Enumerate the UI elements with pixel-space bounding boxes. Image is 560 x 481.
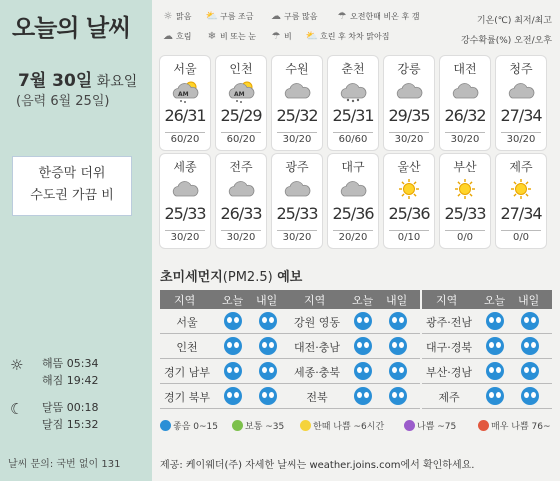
city-rain-prob: 30/20 bbox=[501, 132, 541, 145]
rain-icon bbox=[338, 79, 368, 103]
dust-row bbox=[290, 309, 420, 334]
moon-icon: ☾ bbox=[10, 400, 24, 418]
sidebar bbox=[0, 0, 152, 481]
good-face-icon bbox=[389, 362, 407, 380]
city-name: 부산 bbox=[453, 160, 477, 174]
city-rain-prob: 30/20 bbox=[445, 132, 485, 145]
city-card bbox=[216, 154, 266, 248]
cloud-icon bbox=[450, 79, 480, 103]
good-face-icon bbox=[354, 362, 372, 380]
dust-legend-item bbox=[404, 419, 456, 432]
city-temp: 26/33 bbox=[220, 204, 262, 223]
city-name: 인천 bbox=[229, 62, 253, 76]
today-header: 오늘 bbox=[352, 294, 374, 307]
city-temp: 29/35 bbox=[388, 106, 430, 125]
rain-unit: 강수확률(%) 오전/오후 bbox=[460, 36, 552, 46]
moonrise-label: 달뜸 bbox=[42, 401, 64, 414]
dust-table-header bbox=[422, 290, 552, 309]
city-name: 서울 bbox=[173, 62, 197, 76]
city-temp: 25/36 bbox=[332, 204, 374, 223]
region-name: 강원 영동 bbox=[293, 316, 340, 329]
city-card bbox=[328, 56, 378, 150]
inquiry-text: 날씨 문의: 국번 없이 131 bbox=[8, 459, 121, 470]
dust-row bbox=[160, 359, 290, 384]
dust-row bbox=[160, 384, 290, 409]
city-name: 춘천 bbox=[341, 62, 365, 76]
dust-legend-label: 좋음 0~15 bbox=[173, 422, 218, 432]
dust-table bbox=[290, 290, 420, 409]
svg-text:AM: AM bbox=[178, 91, 189, 98]
good-face-icon bbox=[259, 387, 277, 405]
good-face-icon bbox=[521, 362, 539, 380]
date: 7월 30일 bbox=[18, 71, 93, 91]
tomorrow-header: 내일 bbox=[386, 294, 408, 307]
level-face-icon bbox=[232, 420, 243, 431]
today-header: 오늘 bbox=[484, 294, 506, 307]
city-card bbox=[440, 56, 490, 150]
good-face-icon bbox=[521, 337, 539, 355]
level-face-icon bbox=[478, 420, 489, 431]
dust-legend bbox=[160, 417, 555, 435]
cloud-icon bbox=[282, 177, 312, 201]
dust-table-header bbox=[290, 290, 420, 309]
city-card bbox=[384, 154, 434, 248]
dust-legend-label: 한때 나쁨 ~6시간 bbox=[313, 422, 385, 432]
dust-table-header bbox=[160, 290, 290, 309]
good-face-icon bbox=[354, 387, 372, 405]
good-face-icon bbox=[224, 337, 242, 355]
city-temp: 25/36 bbox=[388, 204, 430, 223]
city-temp: 26/32 bbox=[444, 106, 486, 125]
city-temp: 25/33 bbox=[276, 204, 318, 223]
dust-legend-item bbox=[232, 419, 284, 432]
headline-box bbox=[12, 156, 132, 216]
cloud-icon bbox=[170, 177, 200, 201]
legend-item: ❄ 비 또는 눈 bbox=[204, 31, 256, 42]
city-rain-prob: 30/20 bbox=[389, 132, 429, 145]
city-rain-prob: 30/20 bbox=[277, 230, 317, 243]
dust-row bbox=[422, 384, 552, 409]
city-name: 제주 bbox=[509, 160, 533, 174]
dust-legend-label: 나쁨 ~75 bbox=[417, 422, 457, 432]
city-name: 울산 bbox=[397, 160, 421, 174]
city-rain-prob: 20/20 bbox=[333, 230, 373, 243]
region-name: 전북 bbox=[306, 391, 328, 404]
good-face-icon bbox=[354, 337, 372, 355]
legend-item: ☁ 구름 많음 bbox=[268, 11, 317, 22]
level-face-icon bbox=[160, 420, 171, 431]
region-name: 경기 남부 bbox=[163, 366, 210, 379]
dust-table bbox=[422, 290, 552, 409]
date-line bbox=[18, 66, 137, 91]
legend-item: ☁ 흐림 bbox=[160, 31, 191, 42]
good-face-icon bbox=[389, 312, 407, 330]
lunar-date: (음력 6월 25일) bbox=[16, 94, 110, 109]
source-text: 제공: 케이웨더(주) 자세한 날씨는 weather.joins.com에서 확인하세요. bbox=[160, 460, 475, 471]
good-face-icon bbox=[389, 337, 407, 355]
city-name: 광주 bbox=[285, 160, 309, 174]
good-face-icon bbox=[259, 312, 277, 330]
city-card bbox=[272, 56, 322, 150]
city-card bbox=[496, 56, 546, 150]
dust-row bbox=[422, 359, 552, 384]
region-header: 지역 bbox=[304, 294, 326, 307]
dust-title bbox=[160, 266, 302, 285]
dust-title-sub: (PM2.5) bbox=[222, 270, 273, 285]
legend-item: ☼ 맑음 bbox=[160, 11, 191, 22]
city-rain-prob: 0/10 bbox=[389, 230, 429, 243]
good-face-icon bbox=[521, 312, 539, 330]
city-temp: 25/29 bbox=[220, 106, 262, 125]
dust-legend-item bbox=[300, 419, 384, 432]
headline-line: 한증막 더위 bbox=[38, 166, 106, 181]
cloud-icon: ☁ bbox=[271, 11, 281, 22]
headline-line: 수도권 가끔 비 bbox=[30, 188, 114, 203]
dust-row bbox=[160, 334, 290, 359]
region-header: 지역 bbox=[174, 294, 196, 307]
legend-item: ⛅ 흐린 후 차차 맑아짐 bbox=[305, 31, 390, 42]
sunrise-time: 05:34 bbox=[66, 357, 99, 370]
city-rain-prob: 0/0 bbox=[501, 230, 541, 243]
sun-icon: ☼ bbox=[10, 356, 24, 374]
dust-table bbox=[160, 290, 290, 409]
city-temp: 27/34 bbox=[500, 204, 542, 223]
city-name: 전주 bbox=[229, 160, 253, 174]
cloud-icon bbox=[394, 79, 424, 103]
city-rain-prob: 30/20 bbox=[221, 230, 261, 243]
level-face-icon bbox=[300, 420, 311, 431]
city-rain-prob: 60/20 bbox=[221, 132, 261, 145]
sun-icon: ☼ bbox=[163, 11, 173, 22]
city-name: 청주 bbox=[509, 62, 533, 76]
units-note bbox=[461, 11, 552, 51]
dust-legend-item bbox=[160, 419, 218, 432]
sunset-label: 해짐 bbox=[42, 374, 64, 387]
city-temp: 25/33 bbox=[164, 204, 206, 223]
region-name: 인천 bbox=[176, 341, 198, 354]
good-face-icon bbox=[486, 387, 504, 405]
overcast-icon: ☁ bbox=[163, 31, 173, 42]
rain-snow-icon: ❄ bbox=[207, 31, 217, 42]
city-name: 대전 bbox=[453, 62, 477, 76]
tomorrow-header: 내일 bbox=[518, 294, 540, 307]
level-face-icon bbox=[404, 420, 415, 431]
city-card bbox=[160, 154, 210, 248]
partly-cloudy-icon: ⛅ bbox=[205, 11, 219, 22]
legend-item: ⛅ 구름 조금 bbox=[205, 11, 254, 22]
city-rain-prob: 0/0 bbox=[445, 230, 485, 243]
city-temp: 25/32 bbox=[276, 106, 318, 125]
city-card bbox=[496, 154, 546, 248]
good-face-icon bbox=[224, 387, 242, 405]
cloud-icon bbox=[506, 79, 536, 103]
sunset-time: 19:42 bbox=[66, 374, 99, 387]
legend-item: ☂ 오전한때 비온 후 갬 bbox=[334, 11, 419, 22]
good-face-icon bbox=[389, 387, 407, 405]
region-name: 제주 bbox=[438, 391, 460, 404]
dust-legend-label: 매우 나쁨 76~ bbox=[491, 422, 551, 432]
region-name: 경기 북부 bbox=[163, 391, 210, 404]
city-rain-prob: 30/20 bbox=[165, 230, 205, 243]
region-header: 지역 bbox=[436, 294, 458, 307]
weekday: 화요일 bbox=[96, 74, 138, 90]
good-face-icon bbox=[259, 362, 277, 380]
city-name: 세종 bbox=[173, 160, 197, 174]
dust-title-main: 초미세먼지 bbox=[160, 270, 223, 285]
dust-row bbox=[422, 334, 552, 359]
rain-icon: ☂ bbox=[271, 31, 281, 42]
moonrise-time: 00:18 bbox=[66, 401, 99, 414]
city-rain-prob: 60/20 bbox=[165, 132, 205, 145]
city-name: 강릉 bbox=[397, 62, 421, 76]
am-rain-icon bbox=[170, 79, 200, 103]
temp-unit: 기온(℃) 최저/최고 bbox=[476, 16, 552, 26]
region-name: 세종·충북 bbox=[293, 366, 340, 379]
dust-row bbox=[160, 309, 290, 334]
region-name: 대전·충남 bbox=[293, 341, 340, 354]
sun-icon bbox=[506, 177, 536, 201]
dust-legend-label: 보통 ~35 bbox=[245, 422, 285, 432]
city-name: 수원 bbox=[285, 62, 309, 76]
city-card bbox=[328, 154, 378, 248]
city-card bbox=[160, 56, 210, 150]
dust-row bbox=[422, 309, 552, 334]
city-temp: 27/34 bbox=[500, 106, 542, 125]
legend-item: ☂ 비 bbox=[268, 31, 292, 42]
good-face-icon bbox=[486, 337, 504, 355]
city-temp: 25/33 bbox=[444, 204, 486, 223]
dust-row bbox=[290, 359, 420, 384]
good-face-icon bbox=[224, 362, 242, 380]
city-card bbox=[216, 56, 266, 150]
city-rain-prob: 30/20 bbox=[277, 132, 317, 145]
cloud-icon bbox=[226, 177, 256, 201]
dust-row bbox=[290, 384, 420, 409]
good-face-icon bbox=[354, 312, 372, 330]
clearing-icon: ⛅ bbox=[305, 31, 319, 42]
today-header: 오늘 bbox=[222, 294, 244, 307]
moonset-time: 15:32 bbox=[66, 418, 99, 431]
city-temp: 25/31 bbox=[332, 106, 374, 125]
tomorrow-header: 내일 bbox=[256, 294, 278, 307]
sun-icon bbox=[450, 177, 480, 201]
city-name: 대구 bbox=[341, 160, 365, 174]
good-face-icon bbox=[224, 312, 242, 330]
am-rain-icon bbox=[226, 79, 256, 103]
moonset-label: 달짐 bbox=[42, 418, 64, 431]
dust-legend-item bbox=[478, 419, 551, 432]
page-title: 오늘의 날씨 bbox=[12, 14, 131, 42]
cloud-icon bbox=[282, 79, 312, 103]
region-name: 대구·경북 bbox=[425, 341, 472, 354]
good-face-icon bbox=[259, 337, 277, 355]
good-face-icon bbox=[486, 312, 504, 330]
am-rain-icon: ☂ bbox=[337, 11, 347, 22]
dust-title-suffix: 예보 bbox=[277, 270, 303, 285]
dust-row bbox=[290, 334, 420, 359]
city-card bbox=[272, 154, 322, 248]
region-name: 부산·경남 bbox=[425, 366, 472, 379]
city-temp: 26/31 bbox=[164, 106, 206, 125]
cloud-icon bbox=[338, 177, 368, 201]
good-face-icon bbox=[486, 362, 504, 380]
region-name: 광주·전남 bbox=[425, 316, 472, 329]
city-card bbox=[384, 56, 434, 150]
sun-icon bbox=[394, 177, 424, 201]
city-card bbox=[440, 154, 490, 248]
sunrise-label: 해뜸 bbox=[42, 357, 64, 370]
svg-text:AM: AM bbox=[234, 91, 245, 98]
good-face-icon bbox=[521, 387, 539, 405]
city-rain-prob: 60/60 bbox=[333, 132, 373, 145]
region-name: 서울 bbox=[176, 316, 198, 329]
